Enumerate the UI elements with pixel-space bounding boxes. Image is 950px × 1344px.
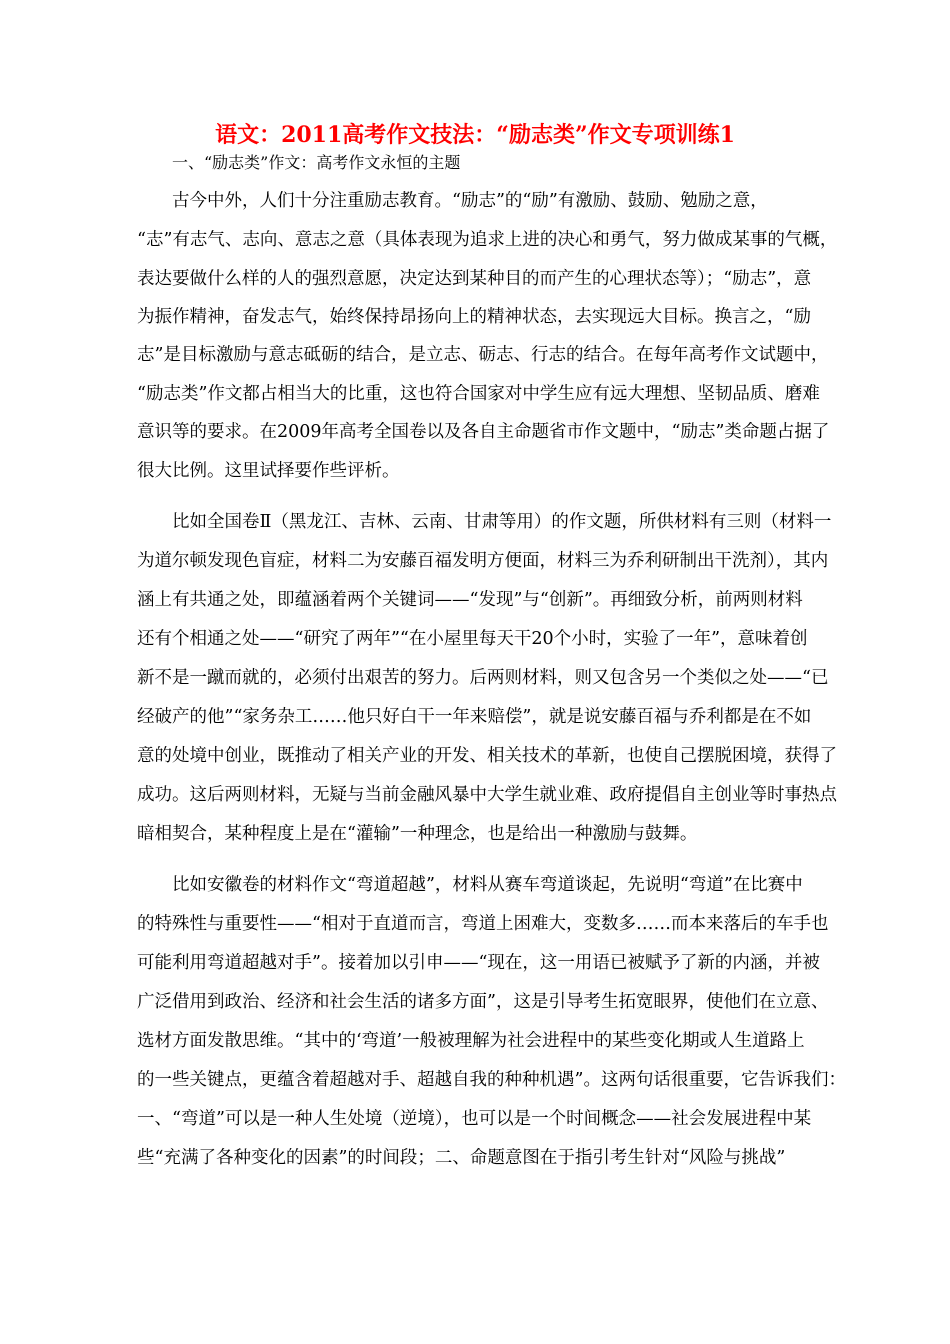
text-line: 经破产的他”“家务杂工……他只好白干一年来赔偿”，就是说安藤百福与乔利都是在不如: [137, 707, 812, 727]
text-line: 比如安徽卷的材料作文“弯道超越”，材料从赛车弯道谈起，先说明“弯道”在比赛中: [172, 875, 803, 895]
section-heading: 一、“励志类”作文：高考作文永恒的主题: [172, 153, 461, 172]
text-line: 表达要做什么样的人的强烈意愿，决定达到某种目的而产生的心理状态等）；“励志”，意: [137, 269, 812, 289]
text-line: 的一些关键点，更蕴含着超越对手、超越自我的种种机遇”。这两句话很重要，它告诉我们：: [137, 1070, 846, 1090]
text-line: 涵上有共通之处，即蕴涵着两个关键词——“发现”与“创新”。再细致分析，前两则材料: [137, 590, 803, 610]
text-line: 可能利用弯道超越对手”。接着加以引申——“现在，这一用语已被赋予了新的内涵，并被: [137, 953, 820, 973]
text-line: 志”是目标激励与意志砥砺的结合，是立志、砺志、行志的结合。在每年高考作文试题中，: [137, 345, 829, 365]
text-line: 新不是一蹴而就的，必须付出艰苦的努力。后两则材料，则又包含另一个类似之处——“已: [137, 668, 829, 688]
text-line: “励志类”作文都占相当大的比重，这也符合国家对中学生应有远大理想、坚韧品质、磨难: [137, 384, 820, 404]
text-line: 意的处境中创业，既推动了相关产业的开发、相关技术的革新，也使自己摆脱困境，获得了: [137, 746, 837, 766]
text-line: 比如全国卷Ⅱ（黑龙江、吉林、云南、甘肃等用）的作文题，所供材料有三则（材料一: [172, 512, 832, 532]
text-line: 选材方面发散思维。“其中的‘弯道’一般被理解为社会进程中的某些变化期或人生道路上: [137, 1031, 805, 1051]
text-line: 为道尔顿发现色盲症，材料二为安藤百福发明方便面，材料三为乔利研制出干洗剂），其内: [137, 551, 829, 571]
text-line: 暗相契合，某种程度上是在“灌输”一种理念，也是给出一种激励与鼓舞。: [137, 824, 698, 844]
text-line: 的特殊性与重要性——“相对于直道而言，弯道上困难大，变数多……而本来落后的车手也: [137, 914, 829, 934]
document-title: 语文：2011高考作文技法：“励志类”作文专项训练1: [215, 122, 735, 148]
text-line: 古今中外，人们十分注重励志教育。“励志”的“励”有激励、鼓励、勉励之意，: [172, 191, 768, 211]
text-line: 很大比例。这里试择要作些评析。: [137, 461, 400, 481]
text-line: 为振作精神，奋发志气，始终保持昂扬向上的精神状态，去实现远大目标。换言之，“励: [137, 307, 811, 327]
text-line: 广泛借用到政治、经济和社会生活的诸多方面”，这是引导考生拓宽眼界，使他们在立意、: [137, 992, 829, 1012]
text-line: “志”有志气、志向、意志之意（具体表现为追求上进的决心和勇气，努力做成某事的气概，: [137, 230, 838, 250]
text-line: 意识等的要求。在2009年高考全国卷以及各自主命题省市作文题中，“励志”类命题占据了: [137, 422, 830, 442]
text-line: 一、“弯道”可以是一种人生处境（逆境），也可以是一个时间概念——社会发展进程中某: [137, 1109, 812, 1129]
text-line: 还有个相通之处——“研究了两年”“在小屋里每天干20个小时，实验了一年”，意味着创: [137, 629, 808, 649]
text-line: 成功。这后两则材料，无疑与当前金融风暴中大学生就业难、政府提倡自主创业等时事热点: [137, 785, 837, 805]
text-line: 些“充满了各种变化的因素”的时间段；二、命题意图在于指引考生针对“风险与挑战”: [137, 1148, 786, 1168]
